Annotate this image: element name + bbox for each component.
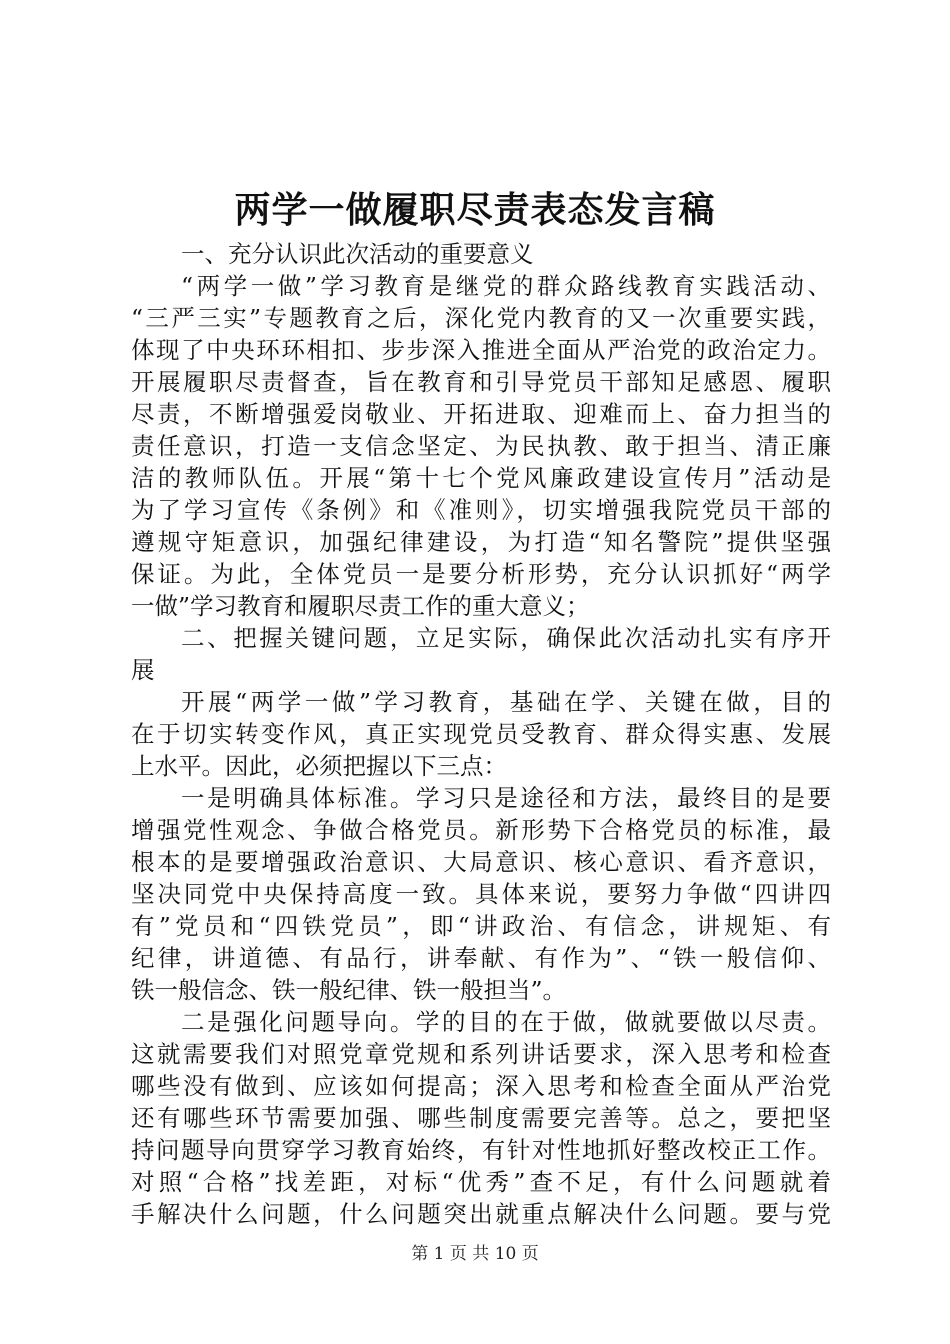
- body-line: 一是明确具体标准。学习只是途径和方法，最终目的是要: [181, 784, 831, 812]
- body-line: 责任意识，打造一支信念坚定、为民执教、敢于担当、清正廉: [131, 432, 831, 460]
- body-line: 对照“合格”找差距，对标“优秀”查不足，有什么问题就着: [131, 1168, 831, 1196]
- body-line: 二是强化问题导向。学的目的在于做，做就要做以尽责。: [181, 1008, 831, 1036]
- body-line: “三严三实”专题教育之后，深化党内教育的又一次重要实践，: [131, 304, 831, 332]
- section-heading-1: 一、充分认识此次活动的重要意义: [181, 240, 534, 268]
- document-body: [131, 238, 831, 1230]
- body-line: 还有哪些环节需要加强、哪些制度需要完善等。总之，要把坚: [131, 1104, 831, 1132]
- body-line: 根本的是要增强政治意识、大局意识、核心意识、看齐意识，: [131, 848, 831, 876]
- body-line: 尽责，不断增强爱岗敬业、开拓进取、迎难而上、奋力担当的: [131, 400, 831, 428]
- body-line: 为了学习宣传《条例》和《准则》，切实增强我院党员干部的: [131, 496, 831, 524]
- body-line: 铁一般信念、铁一般纪律、铁一般担当”。: [131, 976, 567, 1004]
- body-line: “两学一做”学习教育是继党的群众路线教育实践活动、: [181, 272, 831, 300]
- body-line: 哪些没有做到、应该如何提高；深入思考和检查全面从严治党: [131, 1072, 831, 1100]
- body-line: 洁的教师队伍。开展“第十七个党风廉政建设宣传月”活动是: [131, 464, 831, 492]
- body-line: 开展履职尽责督查，旨在教育和引导党员干部知足感恩、履职: [131, 368, 831, 396]
- body-line: 持问题导向贯穿学习教育始终，有针对性地抓好整改校正工作。: [131, 1136, 831, 1164]
- body-line: 遵规守矩意识，加强纪律建设，为打造“知名警院”提供坚强: [131, 528, 831, 556]
- body-line: 纪律，讲道德、有品行，讲奉献、有作为”、“铁一般信仰、: [131, 944, 831, 972]
- body-line: 一做”学习教育和履职尽责工作的重大意义；: [131, 592, 590, 620]
- body-line: 坚决同党中央保持高度一致。具体来说，要努力争做“四讲四: [131, 880, 831, 908]
- body-line: 开展“两学一做”学习教育，基础在学、关键在做，目的: [181, 688, 831, 716]
- section-heading-2-continued: 展: [131, 656, 155, 684]
- body-line: 保证。为此，全体党员一是要分析形势，充分认识抓好“两学: [131, 560, 831, 588]
- body-line: 增强党性观念、争做合格党员。新形势下合格党员的标准，最: [131, 816, 831, 844]
- document-title: 两学一做履职尽责表态发言稿: [234, 189, 716, 231]
- section-heading-2: 二、把握关键问题，立足实际，确保此次活动扎实有序开: [181, 624, 831, 652]
- body-line: 这就需要我们对照党章党规和系列讲话要求，深入思考和检查: [131, 1040, 831, 1068]
- body-line: 手解决什么问题，什么问题突出就重点解决什么问题。要与党: [131, 1200, 831, 1228]
- page-number-footer: 第 1 页 共 10 页: [411, 1244, 539, 1264]
- body-line: 有”党员和“四铁党员”，即“讲政治、有信念，讲规矩、有: [131, 912, 831, 940]
- body-line: 体现了中央环环相扣、步步深入推进全面从严治党的政治定力。: [131, 336, 831, 364]
- body-line: 上水平。因此，必须把握以下三点：: [131, 752, 507, 780]
- body-line: 在于切实转变作风，真正实现党员受教育、群众得实惠、发展: [131, 720, 831, 748]
